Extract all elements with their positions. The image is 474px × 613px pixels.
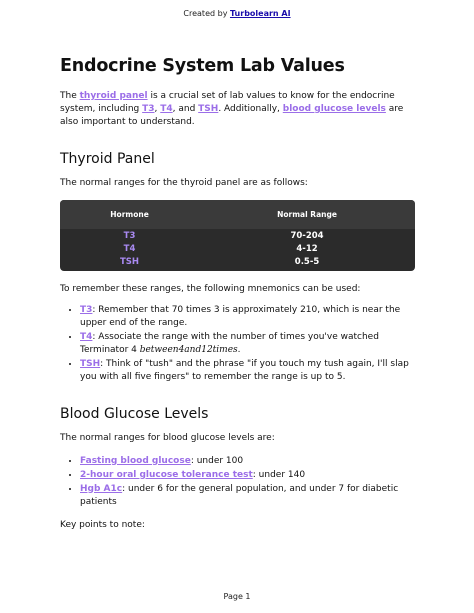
turbolearn-link[interactable]: Turbolearn AI	[229, 9, 291, 18]
ogtt-link[interactable]: 2-hour oral glucose tolerance test	[80, 469, 253, 480]
intro-text-5: . Additionally,	[218, 104, 283, 114]
glucose-text: : under 6 for the general population, and under 7 for diabetic patients	[80, 483, 399, 507]
range-cell: 4-12	[296, 243, 318, 254]
table-row	[60, 255, 415, 271]
thyroid-range-table	[60, 200, 415, 271]
t4-term-link[interactable]: T4	[80, 331, 93, 342]
list-item	[80, 483, 415, 509]
mnemonic-list	[60, 304, 415, 384]
table-row	[60, 242, 415, 255]
intro-text-2: is a crucial set of lab values to know for the endocrine system, including	[60, 91, 395, 114]
intro-text-1: The	[60, 91, 80, 101]
thyroid-panel-heading: Thyroid Panel	[60, 151, 155, 167]
table-row	[60, 229, 415, 242]
list-item	[80, 358, 415, 384]
math-expression: between4and12times	[139, 344, 238, 355]
hormone-cell: T4	[123, 243, 136, 254]
glucose-list	[60, 455, 415, 509]
list-item	[80, 455, 415, 468]
hormone-cell: T3	[123, 230, 136, 241]
hormone-cell: TSH	[120, 256, 140, 267]
list-item	[80, 469, 415, 482]
thyroid-panel-link[interactable]: thyroid panel	[79, 91, 148, 101]
hgb-a1c-link[interactable]: Hgb A1c	[80, 483, 123, 494]
glucose-text: : under 100	[190, 455, 244, 466]
key-points-lead: Key points to note:	[60, 519, 145, 530]
normal-range-column-header: Normal Range	[199, 200, 415, 229]
intro-text-3: ,	[154, 104, 161, 114]
mnemonic-text: : Associate the range with the number of times you've watched Terminator 4	[80, 331, 379, 355]
hormone-column-header: Hormone	[60, 200, 199, 229]
intro-text-6: are also important to understand.	[60, 104, 404, 127]
intro-text-4: , and	[172, 104, 199, 114]
created-by-prefix: Created by	[183, 9, 228, 18]
mnemonic-text: : Remember that 70 times 3 is approximately 210, which is near the upper end of the range.	[80, 304, 401, 328]
tsh-link[interactable]: TSH	[198, 104, 219, 114]
t4-link[interactable]: T4	[160, 104, 173, 114]
list-item	[80, 304, 415, 330]
tsh-term-link[interactable]: TSH	[80, 358, 101, 369]
t3-link[interactable]: T3	[142, 104, 155, 114]
mnemonic-lead: To remember these ranges, the following mnemonics can be used:	[60, 283, 361, 294]
mnemonic-text-end: .	[237, 344, 241, 355]
created-by-line	[0, 9, 474, 18]
fasting-glucose-link[interactable]: Fasting blood glucose	[80, 455, 191, 466]
mnemonic-text: : Think of "tush" and the phrase "if you touch my tush again, I'll slap you with all five fingers" to remember the range is up to 5.	[80, 358, 409, 382]
table-header-row	[60, 200, 415, 229]
thyroid-lead: The normal ranges for the thyroid panel are as follows:	[60, 178, 308, 188]
blood-glucose-heading: Blood Glucose Levels	[60, 405, 209, 422]
blood-glucose-levels-link[interactable]: blood glucose levels	[282, 104, 386, 114]
t3-term-link[interactable]: T3	[80, 304, 93, 315]
document-content	[60, 56, 415, 532]
page-number: Page 1	[223, 592, 251, 601]
intro-paragraph	[60, 90, 415, 129]
range-cell: 70-204	[290, 230, 324, 241]
glucose-lead: The normal ranges for blood glucose levels are:	[60, 432, 275, 443]
range-cell: 0.5-5	[294, 256, 320, 267]
page-title: Endocrine System Lab Values	[60, 56, 345, 76]
glucose-text: : under 140	[252, 469, 306, 480]
list-item	[80, 331, 415, 357]
